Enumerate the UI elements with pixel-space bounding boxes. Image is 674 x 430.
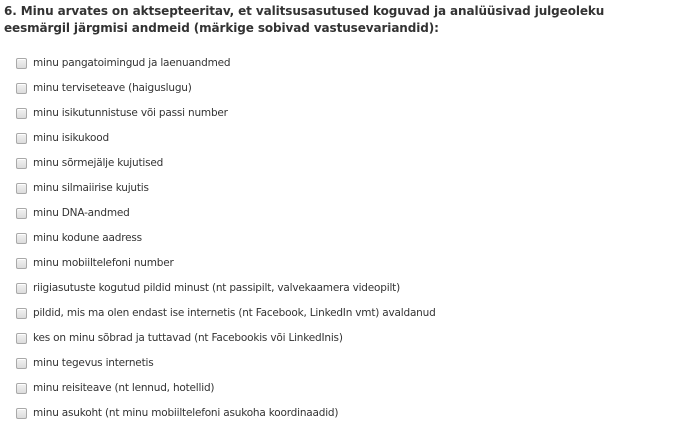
checkbox[interactable] [16,158,27,169]
option-mobile-number[interactable] [16,255,174,271]
option-dna-data[interactable] [16,205,130,221]
option-label: minu reisiteave (nt lennud, hotellid) [33,382,215,394]
option-friends-acquaintances[interactable] [16,330,343,346]
option-label: minu isikutunnistuse või passi number [33,107,228,119]
checkbox[interactable] [16,383,27,394]
checkbox[interactable] [16,408,27,419]
checkbox[interactable] [16,183,27,194]
option-self-published-images[interactable] [16,305,436,321]
checkbox[interactable] [16,208,27,219]
checkbox[interactable] [16,333,27,344]
option-health-data[interactable] [16,80,192,96]
checkbox[interactable] [16,258,27,269]
option-label: pildid, mis ma olen endast ise internetis (nt Facebook, LinkedIn vmt) avaldanud [33,307,436,319]
option-travel-data[interactable] [16,380,214,396]
option-label: minu isikukood [33,132,109,144]
option-label: minu DNA-andmed [33,207,130,219]
checkbox[interactable] [16,58,27,69]
checkbox[interactable] [16,233,27,244]
checkbox[interactable] [16,133,27,144]
option-label: minu kodune aadress [33,232,142,244]
checkbox[interactable] [16,108,27,119]
option-iris-image[interactable] [16,180,149,196]
option-label: kes on minu sõbrad ja tuttavad (nt Facebookis või LinkedInis) [33,332,343,344]
checkbox[interactable] [16,358,27,369]
option-location[interactable] [16,405,338,421]
option-label: minu pangatoimingud ja laenuandmed [33,57,231,69]
option-government-images[interactable] [16,280,400,296]
option-label: minu mobiiltelefoni number [33,257,174,269]
option-label: minu terviseteave (haiguslugu) [33,82,192,94]
checkbox[interactable] [16,283,27,294]
question-title: 6. Minu arvates on aktsepteeritav, et valitsusasutused koguvad ja analüüsivad julgeoleku eesmärgil järgmisi andmeid (märkige sobivad vastusevariandid): [4,4,605,35]
option-internet-activity[interactable] [16,355,153,371]
option-id-passport-number[interactable] [16,105,228,121]
option-label: riigiasutuste kogutud pildid minust (nt passipilt, valvekaamera videopilt) [33,282,400,294]
option-bank-data[interactable] [16,55,230,71]
option-label: minu sõrmejälje kujutised [33,157,164,169]
checkbox[interactable] [16,308,27,319]
option-label: minu tegevus internetis [33,357,154,369]
option-label: minu silmaiirise kujutis [33,182,149,194]
option-label: minu asukoht (nt minu mobiiltelefoni asukoha koordinaadid) [33,407,339,419]
option-fingerprints[interactable] [16,155,163,171]
option-home-address[interactable] [16,230,142,246]
option-personal-code[interactable] [16,130,109,146]
checkbox[interactable] [16,83,27,94]
